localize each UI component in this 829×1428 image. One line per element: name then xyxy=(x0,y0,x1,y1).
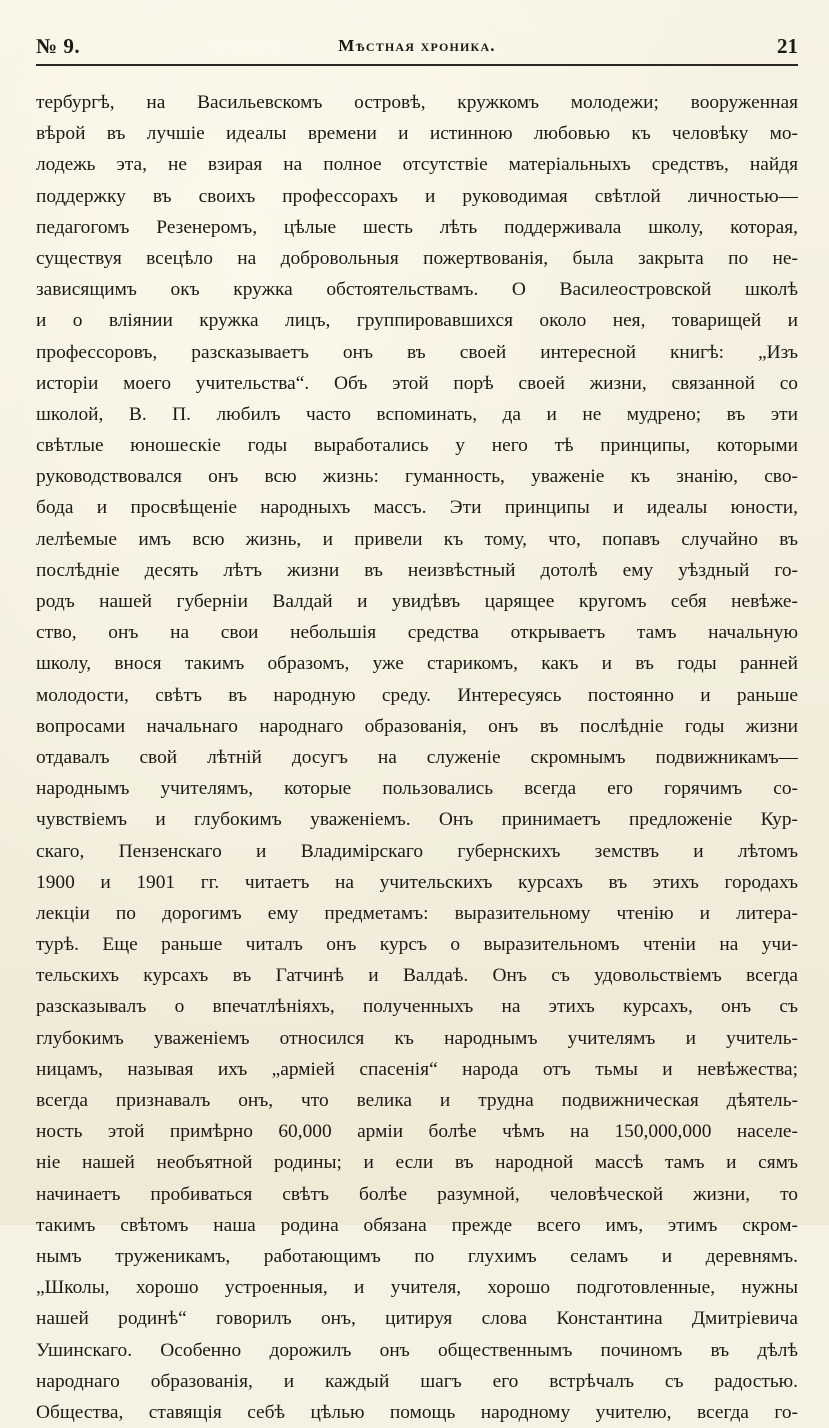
text-line: начинаетъ пробиваться свѣтъ болѣе разумной, человѣческой жизни, то xyxy=(36,1183,798,1205)
text-line: всегда признавалъ онъ, что велика и трудна подвижническая дѣятель- xyxy=(36,1090,798,1111)
text-line: 1900 и 1901 гг. читаетъ на учительскихъ курсахъ въ этихъ городахъ xyxy=(36,871,798,893)
running-header xyxy=(36,32,798,62)
text-line: народнаго образованія, и каждый шагъ его встрѣчалъ съ радостью. xyxy=(36,1370,798,1392)
text-line: профессоровъ, разсказываетъ онъ въ своей интересной книгѣ: „Изъ xyxy=(36,341,798,363)
header-rule xyxy=(36,64,798,66)
text-line: вѣрой въ лучшіе идеалы времени и истинною любовью къ человѣку мо- xyxy=(36,123,798,145)
text-line: нашей родинѣ“ говорилъ онъ, цитируя слова Константина Дмитріевича xyxy=(36,1308,798,1330)
text-line: свѣтлые юношескіе годы выработались у него тѣ принципы, которыми xyxy=(36,435,798,457)
text-line: руководствовался онъ всю жизнь: гуманность, уваженіе къ знанію, сво- xyxy=(36,466,798,488)
text-line: разсказывалъ о впечатлѣніяхъ, полученныхъ на этихъ курсахъ, онъ съ xyxy=(36,996,798,1018)
text-line: глубокимъ уваженіемъ относился къ народнымъ учителямъ и учитель- xyxy=(36,1027,798,1049)
text-line: ство, онъ на свои небольшія средства открываетъ тамъ начальную xyxy=(36,622,798,644)
text-line: турѣ. Еще раньше читалъ онъ курсъ о выразительномъ чтеніи на учи- xyxy=(36,934,798,956)
text-line: скаго, Пензенскаго и Владимірскаго губернскихъ земствъ и лѣтомъ xyxy=(36,840,798,862)
text-line: чувствіемъ и глубокимъ уваженіемъ. Онъ принимаетъ предложеніе Кур- xyxy=(36,809,798,831)
text-line: педагогомъ Резенеромъ, цѣлые шесть лѣть поддерживала школу, которая, xyxy=(36,216,798,238)
text-line: ницамъ, называя ихъ „арміей спасенія“ народа отъ тьмы и невѣжества; xyxy=(36,1058,798,1080)
text-line: школой, В. П. любилъ часто вспоминать, да и не мудрено; въ эти xyxy=(36,403,798,425)
text-line: нымъ труженикамъ, работающимъ по глухимъ селамъ и деревнямъ. xyxy=(36,1245,798,1267)
text-line: поддержку въ своихъ профессорахъ и руководимая свѣтлой личностью— xyxy=(36,185,798,207)
text-line: зависящимъ окъ кружка обстоятельствамъ. О Василеостровской школѣ xyxy=(36,279,798,301)
text-line: лелѣемые имъ всю жизнь, и привели къ тому, что, попавъ случайно въ xyxy=(36,528,798,550)
body-text xyxy=(36,87,798,1428)
text-line: отдавалъ свой лѣтній досугъ на служеніе скромнымъ подвижникамъ— xyxy=(36,746,798,768)
text-line: лекціи по дорогимъ ему предметамъ: выразительному чтенію и литера- xyxy=(36,902,798,924)
text-line: вопросами начальнаго народнаго образованія, онъ въ послѣдніе годы жизни xyxy=(36,715,798,737)
text-line: народнымъ учителямъ, которые пользовались всегда его горячимъ со- xyxy=(36,778,798,800)
page-number: 21 xyxy=(777,34,798,58)
text-line: послѣдніе десять лѣтъ жизни въ неизвѣстный дотолѣ ему уѣздный го- xyxy=(36,559,798,581)
text-line: „Школы, хорошо устроенныя, и учителя, хорошо подготовленные, нужны xyxy=(36,1277,798,1299)
text-line: лодежь эта, не взирая на полное отсутствіе матеріальныхъ средствъ, найдя xyxy=(36,154,798,176)
text-line: тельскихъ курсахъ въ Гатчинѣ и Валдаѣ. Онъ съ удовольствіемъ всегда xyxy=(36,965,798,987)
text-line: родъ нашей губерніи Валдай и увидѣвъ царящее кругомъ себя невѣже- xyxy=(36,591,798,612)
section-title: Мѣстная хроника. xyxy=(338,36,496,55)
issue-number: № 9. xyxy=(36,34,81,58)
text-line: молодости, свѣтъ въ народную среду. Интересуясь постоянно и раньше xyxy=(36,684,798,706)
text-line: ніе нашей необъятной родины; и если въ народной массѣ тамъ и сямъ xyxy=(36,1152,798,1174)
text-line: существуя всецѣло на добровольныя пожертвованія, была закрыта по не- xyxy=(36,247,798,269)
text-line: тербургѣ, на Васильевскомъ островѣ, кружкомъ молодежи; вооруженная xyxy=(36,92,798,113)
text-line: Общества, ставящія себѣ цѣлью помощь народному учителю, всегда го- xyxy=(36,1401,798,1423)
text-line: ность этой примѣрно 60,000 арміи болѣе чѣмъ на 150,000,000 населе- xyxy=(36,1121,798,1143)
text-line: такимъ свѣтомъ наша родина обязана прежде всего имъ, этимъ скром- xyxy=(36,1214,798,1236)
text-line: Ушинскаго. Особенно дорожилъ онъ общественнымъ починомъ въ дѣлѣ xyxy=(36,1339,798,1361)
text-line: и о вліянии кружка лицъ, группировавшихся около нея, товарищей и xyxy=(36,310,798,332)
text-line: исторіи моего учительства“. Объ этой порѣ своей жизни, связанной со xyxy=(36,372,798,394)
text-line: школу, внося такимъ образомъ, уже старикомъ, какъ и въ годы ранней xyxy=(36,653,798,675)
text-line: бода и просвѣщеніе народныхъ массъ. Эти принципы и идеалы юности, xyxy=(36,497,798,519)
